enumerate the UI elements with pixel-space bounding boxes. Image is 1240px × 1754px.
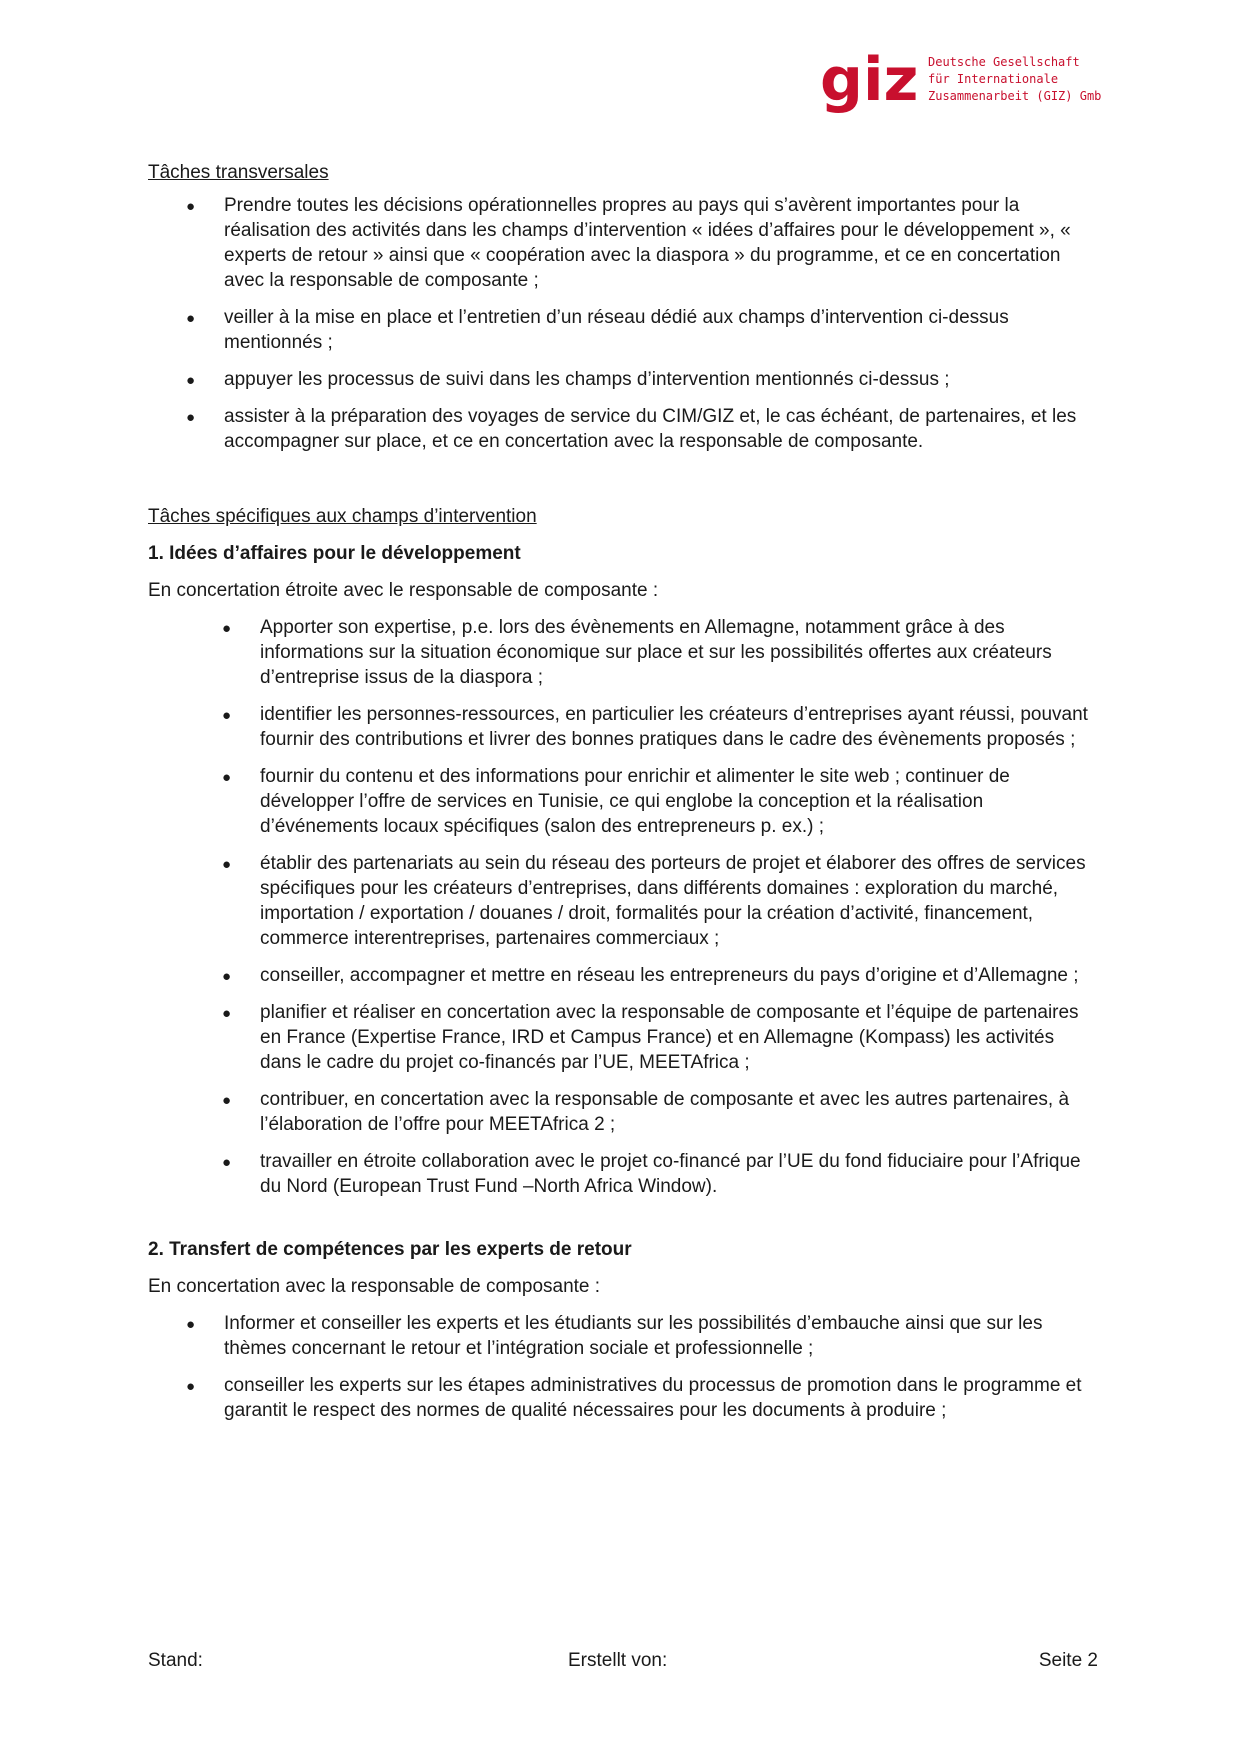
giz-logo-wordmark: giz: [820, 50, 919, 115]
section-title-specific: Tâches spécifiques aux champs d’intervention: [148, 506, 537, 527]
list-item: [148, 1000, 1098, 1075]
list-item: [148, 963, 1098, 988]
logo-line-2: für Internationale: [928, 72, 1059, 86]
bullet-icon: ●: [186, 409, 196, 426]
list-item: [148, 1373, 1098, 1423]
list-item-text: appuyer les processus de suivi dans les champs d’intervention mentionnés ci-dessus ;: [224, 369, 950, 390]
bullet-icon: ●: [186, 198, 196, 215]
list-item: [148, 1149, 1098, 1199]
list-item-text: veiller à la mise en place et l’entretien d’un réseau dédié aux champs d’intervention ci-dessus mentionnés ;: [224, 307, 1009, 353]
list-item: [148, 305, 1098, 355]
footer-erstellt: Erstellt von:: [568, 1650, 668, 1671]
subsection-heading-1: 1. Idées d’affaires pour le développement: [148, 543, 521, 564]
list-item-text: travailler en étroite collaboration avec le projet co-financé par l’UE du fond fiduciaire pour l’Afrique du Nord (European Trust Fund –North Africa Window).: [260, 1151, 1081, 1197]
subsection-intro-2: En concertation avec la responsable de composante :: [148, 1276, 601, 1297]
list-item-text: fournir du contenu et des informations pour enrichir et alimenter le site web ; continuer de développer l’offre de services en Tunisie, ce qui englobe la conception et la réalisation d’événements locaux spécifiques (salon des entrepreneurs p. ex.) ;: [260, 766, 1010, 837]
bullet-icon: ●: [222, 1092, 232, 1109]
list-item-text: identifier les personnes-ressources, en particulier les créateurs d’entreprises ayant réussi, pouvant fournir des contributions et livrer des bonnes pratiques dans le cadre des évènements proposés ;: [260, 704, 1088, 750]
bullet-icon: ●: [186, 310, 196, 327]
logo-line-3: Zusammenarbeit (GIZ) Gmb: [928, 89, 1102, 103]
bullet-icon: ●: [222, 856, 232, 873]
list-item-text: conseiller les experts sur les étapes administratives du processus de promotion dans le programme et garantit le respect des normes de qualité nécessaires pour les documents à produire ;: [224, 1375, 1082, 1421]
list-item-text: Prendre toutes les décisions opérationnelles propres au pays qui s’avèrent importantes pour la réalisation des activités dans les champs d’intervention « idées d’affaires pour le développement », « experts de retour » ainsi que « coopération avec la diaspora » du programme, et ce en concertation avec la responsable de composante ;: [224, 195, 1071, 291]
list-item-text: établir des partenariats au sein du réseau des porteurs de projet et élaborer des offres de services spécifiques pour les créateurs d’entreprises, dans différents domaines : exploration du marché, importation / exportation / douanes / droit, formalités pour la création d’activité, financement, commerce interentreprises, partenaires commerciaux ;: [260, 853, 1086, 949]
list-item-text: contribuer, en concertation avec la responsable de composante et avec les autres partenaires, à l’élaboration de l’offre pour MEETAfrica 2 ;: [260, 1089, 1070, 1135]
list-item: [148, 193, 1098, 293]
footer-page-number: Seite 2: [1038, 1650, 1098, 1671]
bullet-icon: ●: [186, 1378, 196, 1395]
bullet-icon: ●: [222, 620, 232, 637]
specific-list-1: [148, 615, 1098, 1199]
page-footer: [148, 1650, 1098, 1675]
section-title-transversal: Tâches transversales: [148, 162, 329, 183]
transversal-list: [148, 193, 1098, 454]
bullet-icon: ●: [186, 1316, 196, 1333]
giz-logo-mark: [820, 50, 920, 120]
subsection-heading-2: 2. Transfert de compétences par les experts de retour: [148, 1239, 632, 1260]
footer-stand: Stand:: [148, 1650, 203, 1671]
list-item: [148, 1087, 1098, 1137]
bullet-icon: ●: [222, 1005, 232, 1022]
subsection-intro-1: En concertation étroite avec le responsable de composante :: [148, 580, 659, 601]
list-item-text: assister à la préparation des voyages de service du CIM/GIZ et, le cas échéant, de partenaires, et les accompagner sur place, et ce en concertation avec la responsable de composante.: [224, 406, 1077, 452]
bullet-icon: ●: [222, 769, 232, 786]
giz-logo-caption: [928, 54, 1101, 105]
specific-list-2: [148, 1311, 1098, 1423]
list-item: [148, 615, 1098, 690]
list-item: [148, 1311, 1098, 1361]
bullet-icon: ●: [222, 1154, 232, 1171]
bullet-icon: ●: [186, 372, 196, 389]
list-item-text: planifier et réaliser en concertation avec la responsable de composante et l’équipe de partenaires en France (Expertise France, IRD et Campus France) et en Allemagne (Kompass) les activités dans le cadre du projet co-financés par l’UE, MEETAfrica ;: [260, 1002, 1079, 1073]
list-item: [148, 367, 1098, 392]
bullet-icon: ●: [222, 968, 232, 985]
giz-logo: [820, 50, 1110, 120]
list-item-text: conseiller, accompagner et mettre en réseau les entrepreneurs du pays d’origine et d’Allemagne ;: [260, 965, 1079, 986]
logo-line-1: Deutsche Gesellschaft: [928, 55, 1080, 69]
list-item: [148, 404, 1098, 454]
bullet-icon: ●: [222, 707, 232, 724]
list-item-text: Informer et conseiller les experts et les étudiants sur les possibilités d’embauche ainsi que sur les thèmes concernant le retour et l’intégration sociale et professionnelle ;: [224, 1313, 1043, 1359]
list-item: [148, 851, 1098, 951]
list-item: [148, 764, 1098, 839]
list-item-text: Apporter son expertise, p.e. lors des évènements en Allemagne, notamment grâce à des informations sur la situation économique sur place et sur les possibilités offertes aux créateurs d’entreprise issus de la diaspora ;: [260, 617, 1052, 688]
document-body: [148, 160, 1098, 1435]
list-item: [148, 702, 1098, 752]
